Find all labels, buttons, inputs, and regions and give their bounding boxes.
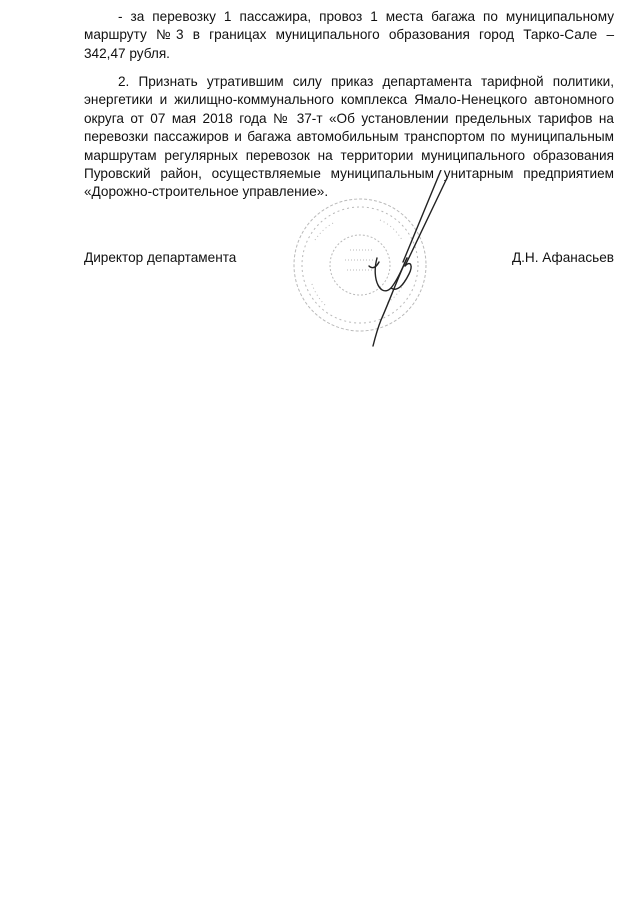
paragraph-fare	[84, 8, 614, 63]
paragraph-repeal: 2. Признать утратившим силу приказ департамента тарифной политики, энергетики и жилищно-коммунального комплекса Ямало-Ненецкого автономного округа от 07 мая 2018 года № 37-т «Об установлении предельных тарифов на перевозки пассажиров и багажа автомобильным транспортом по муниципальным маршрутам регулярных перевозок на территории муниципального образования Пуровский район, осуществляемые муниципальным унитарным предприятием «Дорожно-строительное управление».	[84, 74, 614, 200]
signatory-name: Д.Н. Афанасьев	[511, 250, 614, 265]
fare-amount: 342,47 рубля.	[84, 45, 170, 61]
seal-and-signature	[285, 170, 455, 350]
paragraph-fare-text: - за перевозку 1 пассажира, провоз 1 места багажа по муниципальному маршруту №3 в границах муниципального образования город Тарко-Сале –	[84, 9, 614, 43]
signatory-role: Директор департамента	[84, 250, 237, 265]
handwritten-signature-icon	[369, 170, 447, 346]
